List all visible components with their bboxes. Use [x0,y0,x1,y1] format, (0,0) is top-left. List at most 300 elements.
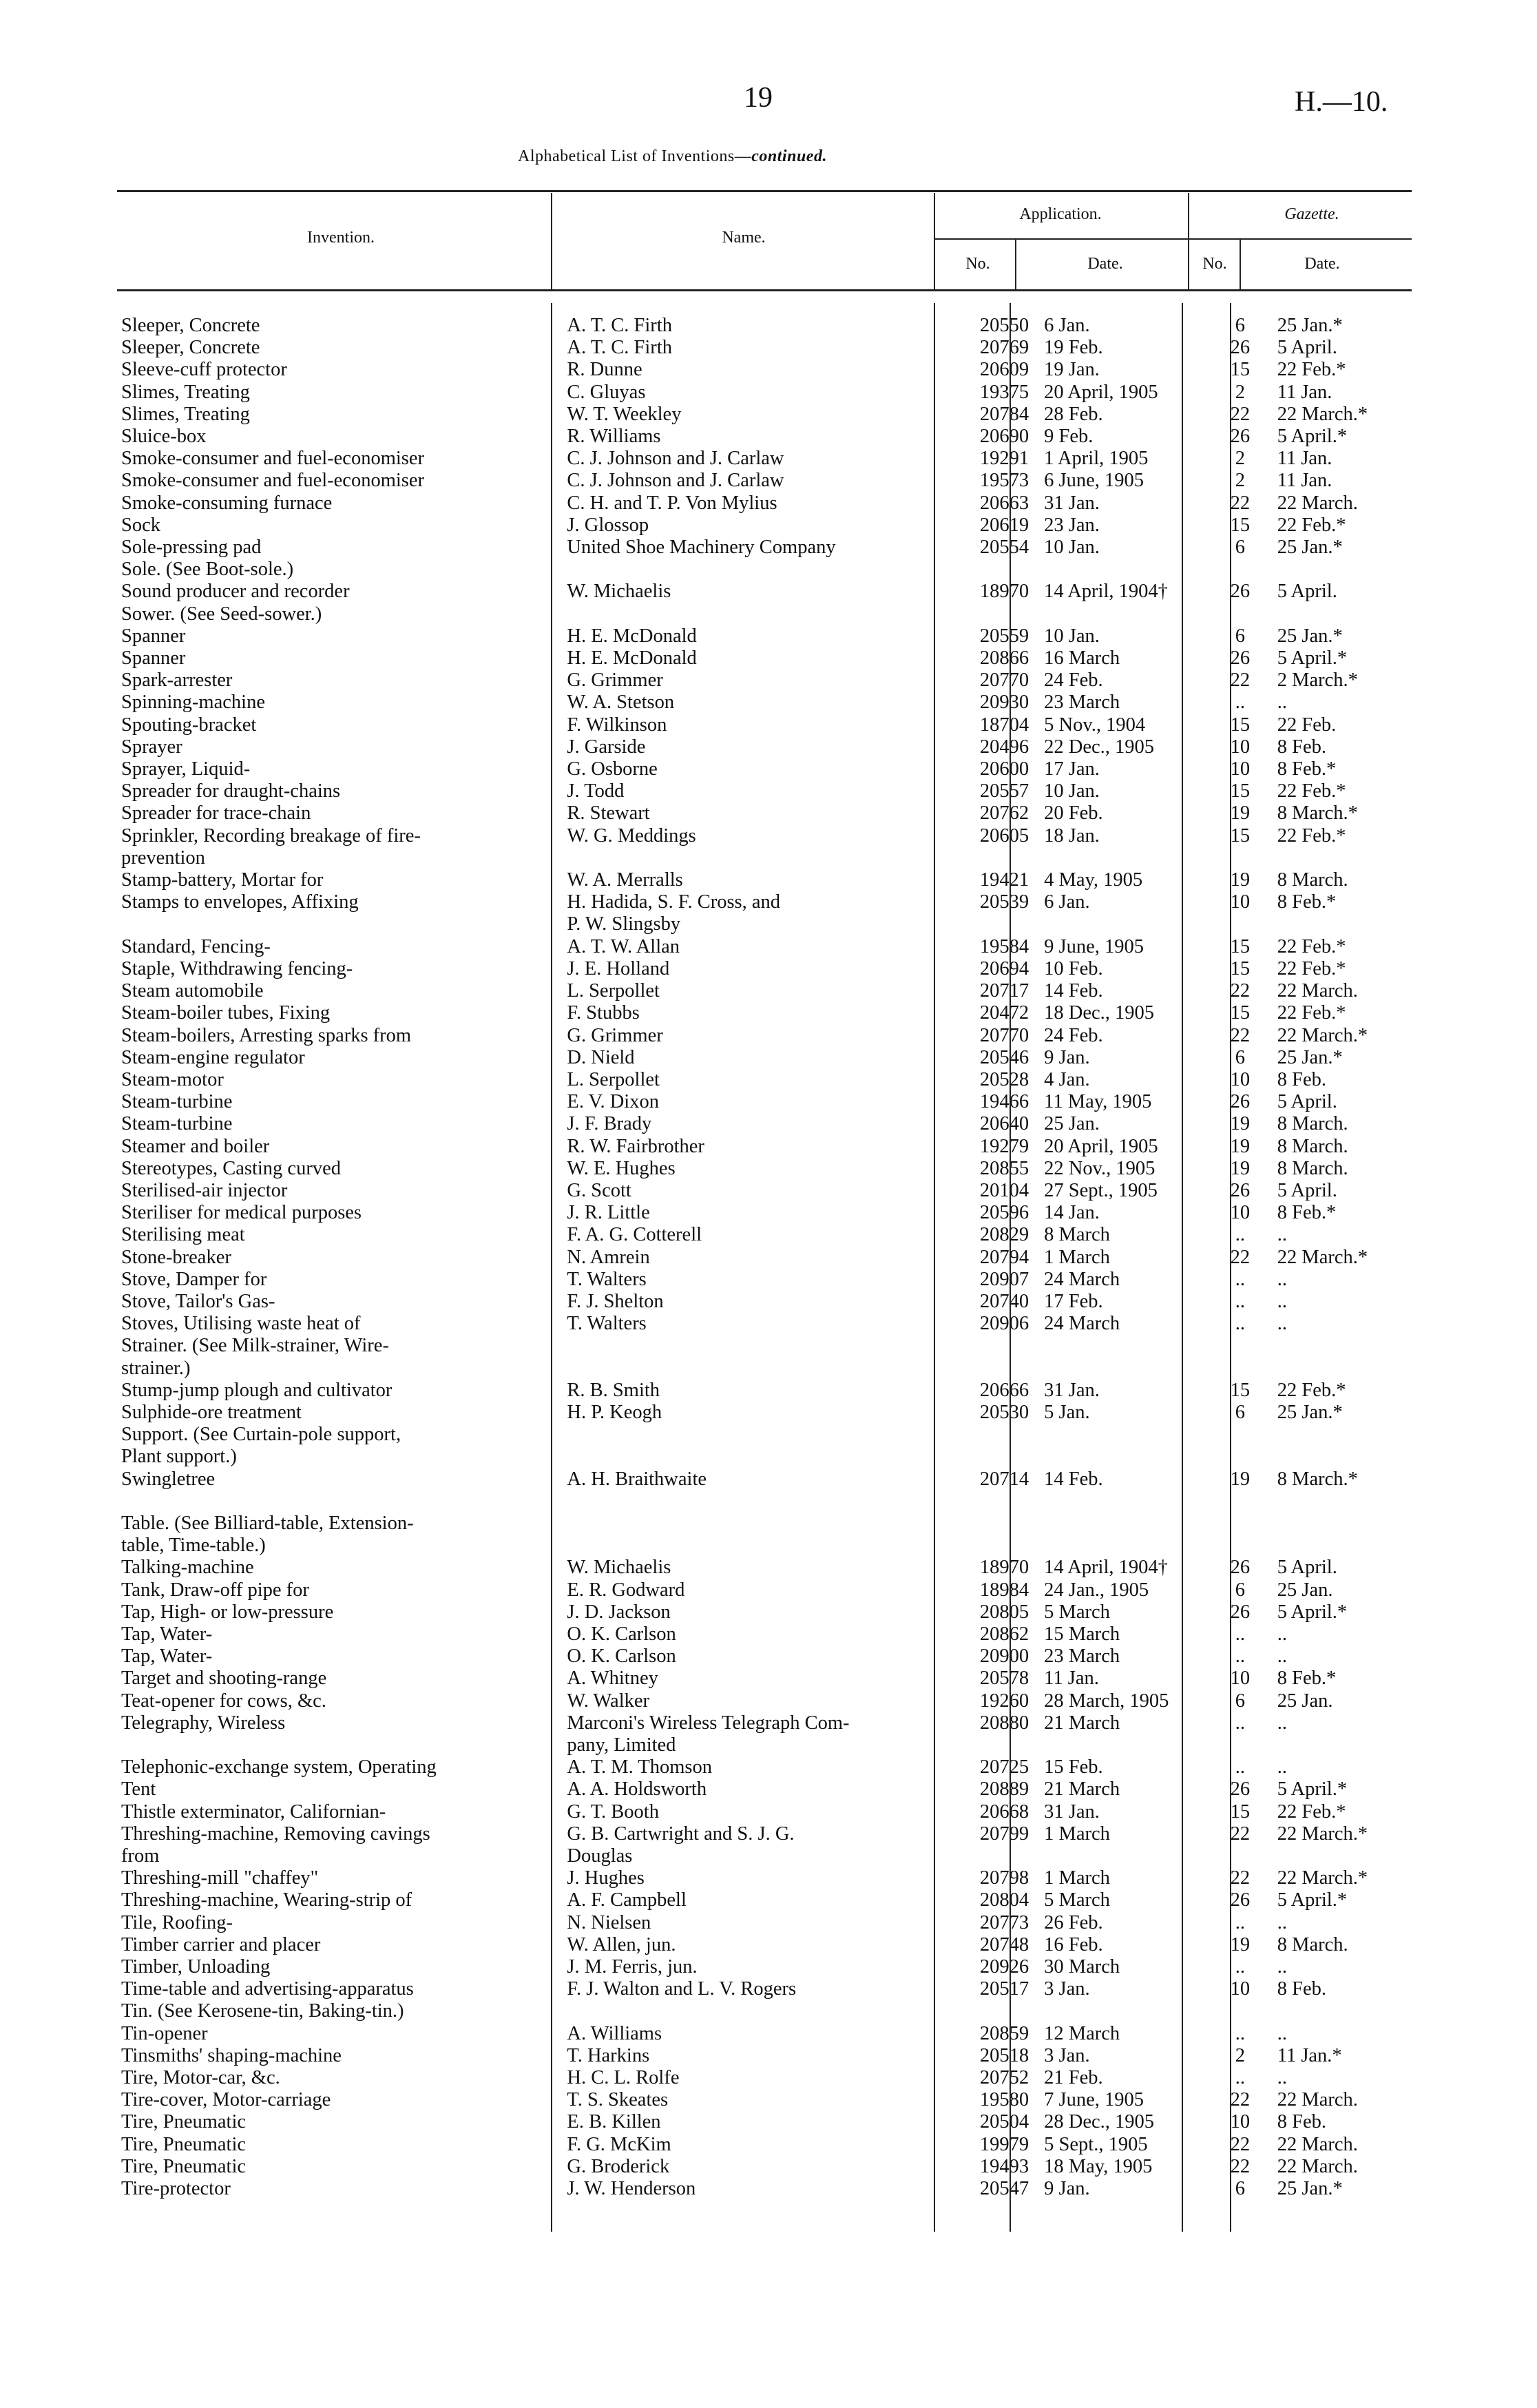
invention-cell: Smoke-consuming furnace [121,492,333,514]
gazette-no-cell: 10 [1230,1202,1251,1224]
gazette-no-cell: 6 [1235,315,1245,336]
gazette-no-cell [1215,603,1265,625]
name-cell: E. V. Dixon [567,1091,659,1113]
invention-cell: Sole-pressing pad [121,537,262,559]
application-no-cell: 19260 [979,1690,1029,1712]
invention-cell: Spanner [121,625,186,647]
gazette-no-cell: 15 [1230,1002,1251,1024]
col-divider-gaz-date [1240,240,1241,289]
application-date-cell: 28 Feb. [1044,403,1103,425]
invention-cell: Stove, Tailor's Gas- [121,1290,275,1312]
table-row [117,869,1405,891]
gazette-date-cell: 5 April. [1277,337,1337,359]
invention-cell: Target and shooting-range [121,1668,327,1690]
gazette-date-cell: 22 Feb.* [1277,1002,1346,1024]
application-date-cell: 23 March [1044,692,1120,714]
gazette-no-cell: .. [1235,1268,1245,1290]
inventions-table-body [117,315,1405,2200]
table-row [117,1934,1405,1956]
table-row [117,958,1405,980]
name-cell: H. E. McDonald [567,647,697,670]
application-date-cell: 1 March [1044,1823,1110,1845]
gazette-date-cell: 5 April.* [1277,1889,1348,1911]
gazette-date-cell [1265,1535,1405,1557]
header-application: Application. [1019,205,1102,223]
table-row [117,1491,1405,1513]
application-date-cell: 24 Feb. [1044,670,1103,692]
table-row [117,1402,1405,1424]
table-row [117,1424,1405,1446]
application-no-cell: 20900 [979,1646,1029,1668]
invention-cell: prevention [121,847,205,869]
name-cell: G. T. Booth [567,1800,659,1823]
table-row [117,337,1405,359]
table-row [117,2178,1405,2200]
gazette-no-cell: 2 [1235,381,1245,403]
gazette-date-cell: 22 Feb.* [1277,514,1346,536]
name-cell: O. K. Carlson [567,1646,676,1668]
col-divider-app-date [1015,240,1016,289]
invention-cell: Tap, Water- [121,1623,213,1645]
gazette-date-cell: 8 Feb.* [1277,1668,1337,1690]
application-no-cell: 20926 [979,1956,1029,1978]
table-row [117,758,1405,780]
gazette-date-cell: 5 April. [1277,1091,1337,1113]
invention-cell: Tinsmiths' shaping-machine [121,2044,342,2066]
name-cell: J. Glossop [567,514,649,536]
gazette-date-cell: 25 Jan. [1277,1579,1333,1601]
application-date-cell: 26 Feb. [1044,1911,1103,1933]
gazette-date-cell: 22 March. [1277,492,1358,514]
invention-cell [117,1491,557,1513]
name-cell: T. Walters [567,1268,647,1290]
application-no-cell: 20547 [979,2178,1029,2200]
invention-cell [117,1734,557,1756]
table-row [117,1623,1405,1646]
gazette-date-cell [1265,1424,1405,1446]
invention-cell: Tire-protector [121,2178,231,2200]
table-row [117,2156,1405,2178]
invention-cell: Timber carrier and placer [121,1933,321,1955]
table-row [117,780,1405,802]
table-row [117,1513,1405,1535]
name-cell: P. W. Slingsby [567,913,681,935]
application-no-cell: 20784 [979,403,1029,425]
application-date-cell [1034,1734,1215,1756]
name-cell: C. J. Johnson and J. Carlaw [567,448,784,470]
gazette-date-cell: 22 March.* [1277,403,1368,425]
invention-cell: Tap, High- or low-pressure [121,1601,334,1623]
application-date-cell: 20 April, 1905 [1044,1135,1158,1157]
page-title [518,147,827,166]
invention-cell: Slimes, Treating [121,403,250,425]
gazette-date-cell: 5 April.* [1277,1778,1348,1800]
application-no-cell: 19979 [979,2133,1029,2155]
gazette-no-cell: 10 [1230,1668,1251,1690]
gazette-no-cell: .. [1235,692,1245,714]
invention-cell: Sprayer [121,736,182,758]
application-no-cell: 20578 [979,1668,1029,1690]
gazette-date-cell: .. [1277,1313,1287,1335]
gazette-date-cell [1265,1446,1405,1468]
table-row [117,1756,1405,1778]
gazette-date-cell: 8 March.* [1277,802,1358,824]
application-date-cell: 30 March [1044,1956,1120,1978]
invention-cell: Steam-turbine [121,1113,233,1135]
invention-cell: Threshing-machine, Wearing-strip of [121,1889,412,1911]
application-no-cell: 20752 [979,2067,1029,2089]
gazette-date-cell: 22 March.* [1277,1823,1368,1845]
table-row [117,1978,1405,2000]
gazette-date-cell: 5 April. [1277,1179,1337,1201]
table-row [117,1845,1405,1867]
gazette-no-cell: 19 [1230,1113,1251,1135]
gazette-no-cell: 22 [1230,670,1251,692]
application-date-cell: 28 March, 1905 [1044,1690,1169,1712]
gazette-no-cell: 15 [1230,359,1251,381]
table-row [117,1269,1405,1291]
gazette-no-cell: 6 [1235,1401,1245,1423]
application-no-cell: 20554 [979,537,1029,559]
gazette-no-cell [1215,1513,1265,1535]
gazette-date-cell: 5 April.* [1277,647,1348,670]
gazette-date-cell: 25 Jan.* [1277,537,1343,559]
application-no-cell: 20907 [979,1268,1029,1290]
invention-cell: Tin. (See Kerosene-tin, Baking-tin.) [121,2000,404,2022]
application-date-cell: 6 June, 1905 [1044,470,1144,492]
application-no-cell: 20770 [979,1024,1029,1046]
gazette-date-cell: 11 Jan. [1277,381,1332,403]
name-cell: L. Serpollet [567,1068,660,1090]
name-cell: L. Serpollet [567,980,660,1002]
application-no-cell: 19584 [979,935,1029,957]
application-no-cell [951,1446,1034,1468]
gazette-no-cell: 15 [1230,824,1251,847]
application-no-cell: 18704 [979,714,1029,736]
name-cell: W. Michaelis [567,581,671,603]
table-row [117,1335,1405,1357]
application-no-cell: 20725 [979,1756,1029,1778]
invention-cell: Sprinkler, Recording breakage of fire- [121,824,421,847]
gazette-date-cell: .. [1277,1646,1287,1668]
invention-cell: Sound producer and recorder [121,581,350,603]
name-cell: W. A. Stetson [567,692,675,714]
gazette-no-cell: 15 [1230,935,1251,957]
gazette-date-cell: 22 March. [1277,980,1358,1002]
application-date-cell: 10 Feb. [1044,957,1103,979]
name-cell: G. Grimmer [567,670,663,692]
gazette-date-cell: .. [1277,1268,1287,1290]
application-date-cell: 1 March [1044,1867,1110,1889]
gazette-date-cell: 11 Jan. [1277,448,1332,470]
application-no-cell [951,1513,1034,1535]
col-divider-gazette [1188,193,1189,289]
gazette-no-cell: 22 [1230,2089,1251,2111]
gazette-date-cell [1265,1358,1405,1380]
invention-cell: Strainer. (See Milk-strainer, Wire- [121,1335,389,1357]
table-row [117,692,1405,714]
invention-cell: Talking-machine [121,1557,254,1579]
table-row [117,736,1405,758]
name-cell: W. E. Hughes [567,1157,676,1179]
gazette-date-cell [1265,1513,1405,1535]
gazette-date-cell: .. [1277,2067,1287,2089]
table-row [117,1136,1405,1158]
invention-cell: Timber, Unloading [121,1956,271,1978]
gazette-date-cell: .. [1277,1623,1287,1645]
name-cell [557,559,951,581]
application-no-cell [951,1335,1034,1357]
invention-cell: Sleeper, Concrete [121,337,260,359]
application-date-cell [1034,847,1215,869]
name-cell: R. W. Fairbrother [567,1135,704,1157]
application-date-cell: 1 April, 1905 [1044,448,1149,470]
name-cell: R. B. Smith [567,1379,660,1401]
name-cell: F. G. McKim [567,2133,671,2155]
gazette-date-cell: 22 Feb.* [1277,780,1346,802]
name-cell: G. Scott [567,1179,631,1201]
gazette-no-cell [1215,1734,1265,1756]
application-date-cell: 9 June, 1905 [1044,935,1144,957]
application-no-cell: 20504 [979,2111,1029,2133]
invention-cell: Sprayer, Liquid- [121,758,251,780]
application-no-cell: 20862 [979,1623,1029,1645]
gazette-date-cell: 8 Feb.* [1277,891,1337,913]
invention-cell: Slimes, Treating [121,381,250,403]
application-date-cell: 6 Jan. [1044,315,1090,336]
table-row [117,581,1405,603]
application-date-cell: 14 April, 1904† [1044,1557,1168,1579]
document-code: H.—10. [1295,86,1388,118]
name-cell: J. M. Ferris, jun. [567,1956,698,1978]
invention-cell: from [121,1845,160,1867]
gazette-no-cell: .. [1235,2022,1245,2044]
table-row [117,537,1405,559]
gazette-no-cell: .. [1235,1911,1245,1933]
application-date-cell: 5 Sept., 1905 [1044,2133,1148,2155]
gazette-date-cell: 22 March.* [1277,1246,1368,1268]
application-date-cell: 16 Feb. [1044,1933,1103,1955]
gazette-no-cell: 26 [1230,426,1251,448]
name-cell: W. Michaelis [567,1557,671,1579]
name-cell: F. J. Walton and L. V. Rogers [567,1978,797,2000]
invention-cell: Steam-motor [121,1068,224,1090]
name-cell: N. Nielsen [567,1911,651,1933]
gazette-date-cell [1265,1845,1405,1867]
invention-cell: Steam-turbine [121,1091,233,1113]
application-no-cell: 20517 [979,1978,1029,2000]
gazette-date-cell: 8 Feb. [1277,1978,1326,2000]
gazette-date-cell: 25 Jan.* [1277,1046,1343,1068]
table-row [117,1889,1405,1911]
invention-cell: Tire-cover, Motor-carriage [121,2089,331,2111]
name-cell [557,1424,951,1446]
gazette-no-cell [1215,1358,1265,1380]
application-date-cell: 24 March [1044,1268,1120,1290]
application-no-cell: 20663 [979,492,1029,514]
application-no-cell [951,1424,1034,1446]
name-cell: A. T. C. Firth [567,315,672,336]
title-continued: continued. [751,147,827,165]
name-cell: A. A. Holdsworth [567,1778,707,1800]
application-no-cell: 19279 [979,1135,1029,1157]
name-cell [557,847,951,869]
application-date-cell: 9 Jan. [1044,1046,1090,1068]
table-row [117,404,1405,426]
application-date-cell: 9 Feb. [1044,426,1094,448]
table-row [117,1601,1405,1623]
name-cell: A. T. C. Firth [567,337,672,359]
gazette-no-cell: .. [1235,1756,1245,1778]
table-row [117,1358,1405,1380]
gazette-no-cell: 6 [1235,537,1245,559]
name-cell: A. T. W. Allan [567,935,680,957]
invention-cell: Stamps to envelopes, Affixing [121,891,359,913]
application-date-cell: 28 Dec., 1905 [1044,2111,1155,2133]
application-no-cell: 20773 [979,1911,1029,1933]
name-cell: G. Grimmer [567,1024,663,1046]
gazette-no-cell: .. [1235,1646,1245,1668]
gazette-no-cell: 19 [1230,1933,1251,1955]
gazette-date-cell: 22 Feb.* [1277,824,1346,847]
table-row [117,2000,1405,2022]
table-row [117,2111,1405,2133]
gazette-no-cell [1215,1335,1265,1357]
application-date-cell: 27 Sept., 1905 [1044,1179,1158,1201]
table-row [117,559,1405,581]
table-row [117,1690,1405,1712]
application-no-cell [951,847,1034,869]
gazette-date-cell: 8 Feb. [1277,736,1326,758]
table-row [117,825,1405,847]
application-no-cell [951,1358,1034,1380]
gazette-no-cell [1215,1446,1265,1468]
application-date-cell: 17 Feb. [1044,1290,1103,1312]
header-bottom-rule [117,289,1412,291]
application-no-cell: 20799 [979,1823,1029,1845]
gazette-no-cell: 6 [1235,1046,1245,1068]
table-row [117,1646,1405,1668]
gazette-date-cell: 25 Jan.* [1277,2178,1343,2200]
table-row [117,2089,1405,2111]
application-no-cell: 20605 [979,824,1029,847]
application-date-cell: 16 March [1044,647,1120,670]
gazette-date-cell [1265,603,1405,625]
table-row [117,1047,1405,1069]
gazette-date-cell: .. [1277,692,1287,714]
application-no-cell [951,913,1034,935]
gazette-no-cell: .. [1235,1712,1245,1734]
application-no-cell: 20906 [979,1313,1029,1335]
name-cell [557,1513,951,1535]
gazette-no-cell: 10 [1230,736,1251,758]
application-date-cell [1034,1335,1215,1357]
gazette-date-cell: 22 Feb.* [1277,957,1346,979]
invention-cell: Sower. (See Seed-sower.) [121,603,322,625]
application-date-cell [1034,1513,1215,1535]
table-row [117,1158,1405,1180]
gazette-date-cell [1265,847,1405,869]
name-cell: G. Broderick [567,2155,670,2177]
application-date-cell: 11 Jan. [1044,1668,1099,1690]
gazette-date-cell: 22 March. [1277,2089,1358,2111]
gazette-date-cell: 5 April.* [1277,426,1348,448]
gazette-no-cell [1215,559,1265,581]
invention-cell: Thistle exterminator, Californian- [121,1800,386,1823]
gazette-no-cell [1215,1845,1265,1867]
gazette-date-cell: 22 March.* [1277,1867,1368,1889]
application-date-cell: 24 March [1044,1313,1120,1335]
application-no-cell: 18984 [979,1579,1029,1601]
invention-cell: Smoke-consumer and fuel-economiser [121,470,425,492]
gazette-no-cell: 2 [1235,2044,1245,2066]
invention-cell: Spark-arrester [121,670,233,692]
application-date-cell: 21 March [1044,1778,1120,1800]
application-date-cell: 20 April, 1905 [1044,381,1158,403]
gazette-date-cell: .. [1277,1712,1287,1734]
invention-cell: Tire, Motor-car, &c. [121,2067,280,2089]
gazette-date-cell: 11 Jan. [1277,470,1332,492]
invention-cell: strainer.) [121,1357,191,1379]
gazette-no-cell: 26 [1230,1889,1251,1911]
invention-cell: Stone-breaker [121,1246,231,1268]
name-cell: J. R. Little [567,1202,650,1224]
application-date-cell: 18 May, 1905 [1044,2155,1153,2177]
application-no-cell: 19421 [979,869,1029,891]
col-divider-app [934,193,935,289]
table-row [117,913,1405,935]
name-cell: J. Hughes [567,1867,645,1889]
table-row [117,603,1405,625]
application-no-cell: 20855 [979,1157,1029,1179]
name-cell: W. G. Meddings [567,824,696,847]
application-date-cell [1034,1424,1215,1446]
name-cell: T. S. Skeates [567,2089,669,2111]
table-row [117,470,1405,492]
invention-cell: Sock [121,514,160,536]
application-date-cell: 17 Jan. [1044,758,1100,780]
invention-cell: Telegraphy, Wireless [121,1712,286,1734]
name-cell: F. J. Shelton [567,1290,664,1312]
application-date-cell: 24 Feb. [1044,1024,1103,1046]
application-no-cell: 20104 [979,1179,1029,1201]
name-cell [557,2000,951,2022]
invention-cell: Steamer and boiler [121,1135,270,1157]
table-row [117,1956,1405,1978]
gazette-no-cell: 26 [1230,581,1251,603]
table-row [117,1202,1405,1224]
application-no-cell: 20557 [979,780,1029,802]
name-cell: F. Stubbs [567,1002,640,1024]
gazette-no-cell [1215,1535,1265,1557]
gazette-date-cell: .. [1277,1224,1287,1246]
application-no-cell: 20859 [979,2022,1029,2044]
invention-cell: Sole. (See Boot-sole.) [121,559,294,581]
gazette-date-cell: 8 March. [1277,1933,1348,1955]
gazette-date-cell [1265,2000,1405,2022]
application-no-cell: 20866 [979,647,1029,670]
application-date-cell: 3 Jan. [1044,1978,1090,2000]
table-row [117,1778,1405,1800]
gazette-no-cell: 15 [1230,780,1251,802]
application-no-cell: 18970 [979,581,1029,603]
application-date-cell: 23 Jan. [1044,514,1100,536]
name-cell: Marconi's Wireless Telegraph Com- [567,1712,850,1734]
application-date-cell: 22 Nov., 1905 [1044,1157,1156,1179]
gazette-date-cell [1265,1335,1405,1357]
table-row [117,359,1405,381]
invention-cell: Tap, Water- [121,1646,213,1668]
